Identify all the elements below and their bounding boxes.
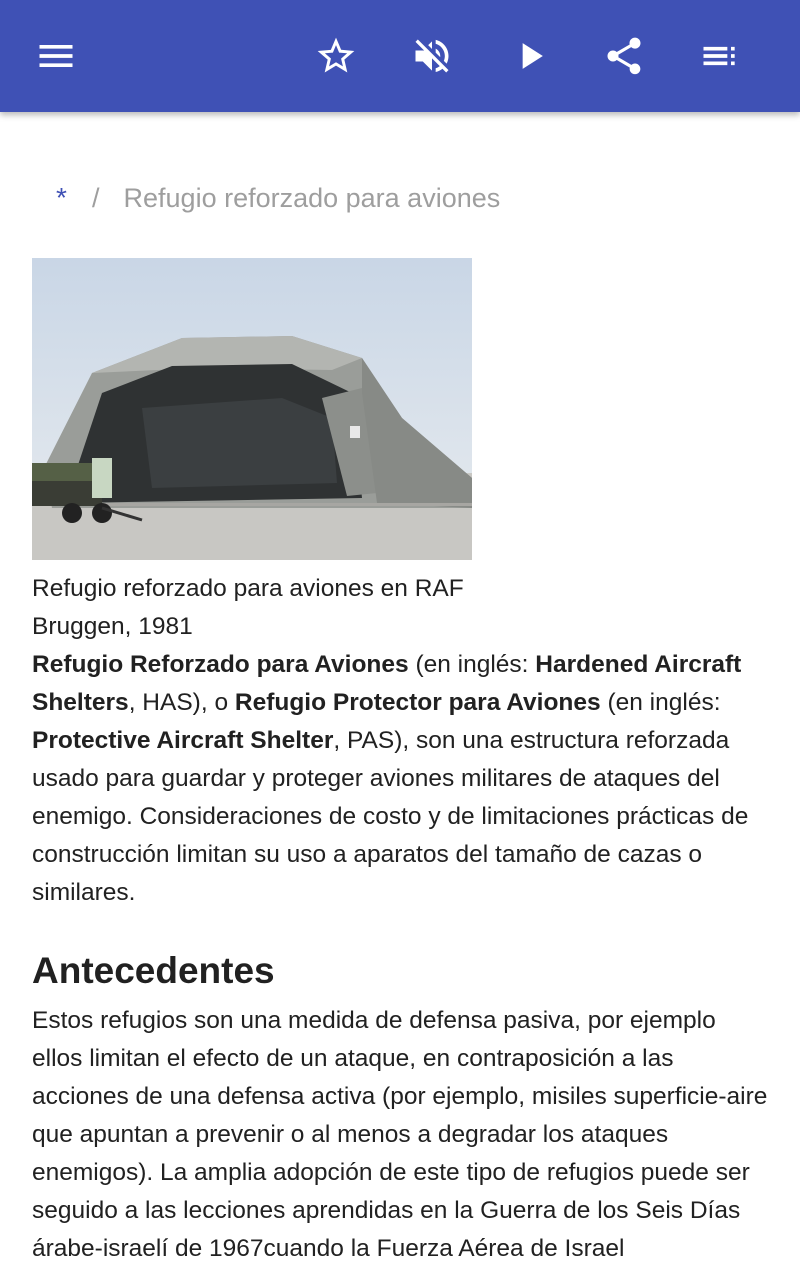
favorite-button[interactable] — [304, 24, 368, 88]
toc-button[interactable] — [688, 24, 752, 88]
term-pas-es: Refugio Protector para Aviones — [234, 689, 601, 716]
section-paragraph: Estos refugios son una medida de defensa pasiva, por ejemplo ellos limitan el efecto de un ataque, en contraposición a las acciones de una defensa activa (por ejemplo, misiles superficie-aire que apuntan a prevenir o al menos a degradar los ataques enemigos). La amplia adopción de este tipo de refugios puede ser seguido a las lecciones aprendidas en la Guerra de los Seis Días árabe-israelí de 1967cuando la Fuerza Aérea de Israel — [32, 1007, 768, 1262]
section-heading: Antecedentes — [32, 950, 275, 991]
app-bar — [0, 0, 800, 112]
intro-text-2: , HAS), o — [128, 689, 235, 716]
aircraft-shelter-photo — [32, 258, 472, 560]
mute-button[interactable] — [400, 24, 464, 88]
star-outline-icon — [314, 34, 358, 78]
menu-button[interactable] — [24, 24, 88, 88]
intro-text-1: (en inglés: — [408, 651, 536, 678]
menu-icon — [34, 34, 78, 78]
image-caption: Refugio reforzado para aviones en RAF Bruggen, 1981 — [32, 575, 464, 640]
list-icon — [698, 34, 742, 78]
term-has-es: Refugio Reforzado para Aviones — [32, 651, 409, 678]
volume-off-icon — [410, 34, 454, 78]
breadcrumb-home-link[interactable]: * — [56, 182, 67, 213]
play-icon — [508, 34, 552, 78]
play-button[interactable] — [498, 24, 562, 88]
breadcrumb-current: Refugio reforzado para aviones — [123, 182, 501, 213]
share-icon — [602, 34, 646, 78]
term-pas-en: Protective Aircraft Shelter — [32, 727, 334, 754]
breadcrumb-separator: / — [92, 182, 100, 213]
share-button[interactable] — [592, 24, 656, 88]
article-image[interactable] — [32, 258, 472, 560]
intro-text-4: , PAS), son una estructura reforzada usado para guardar y proteger aviones militares de ataques del enemigo. Consideraciones de costo y de limitaciones prácticas de construcción limitan su uso a aparatos del tamaño de cazas o similares. — [32, 727, 749, 906]
term-has-en: Hardened Aircraft Shelters — [32, 651, 742, 716]
intro-text-3: (en inglés: — [600, 689, 721, 716]
article-content[interactable] — [0, 112, 800, 1280]
intro-paragraph — [32, 646, 772, 912]
breadcrumb — [56, 178, 500, 218]
